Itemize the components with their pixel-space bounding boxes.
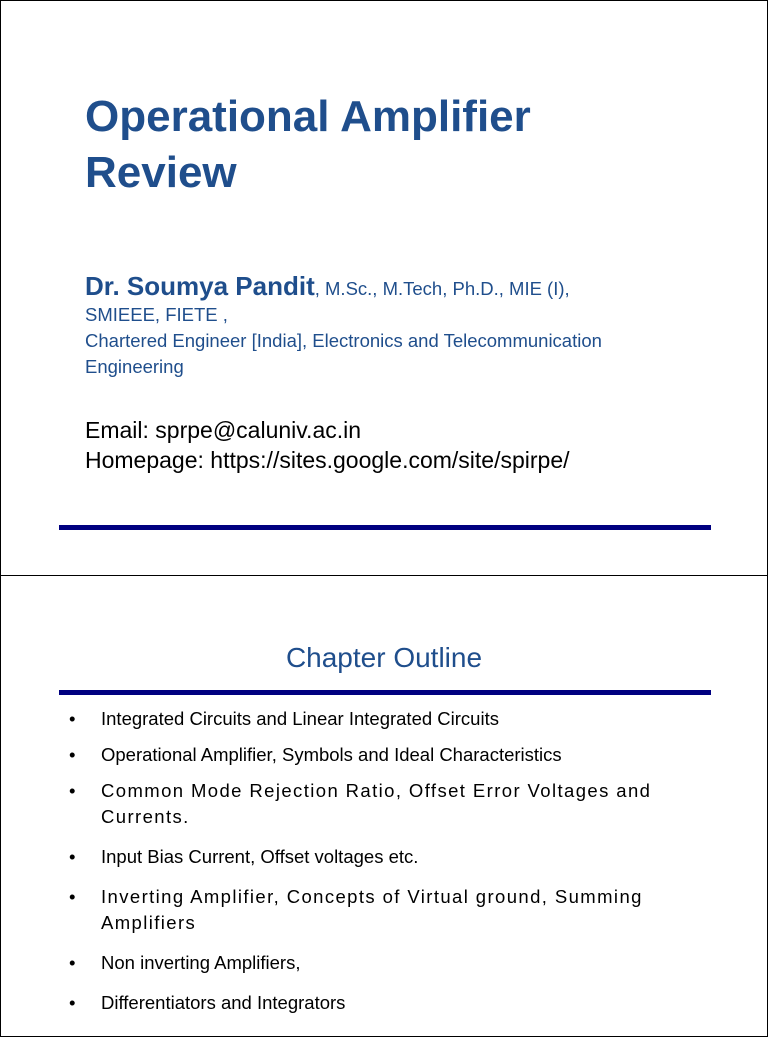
author-credentials-2: SMIEEE, FIETE , [85,304,228,325]
list-item [69,990,709,1016]
list-item [69,706,709,732]
list-item [69,778,709,830]
outline-title: Chapter Outline [285,642,483,673]
list-item-text: Non inverting Amplifiers, [101,952,301,973]
author-block [85,273,725,380]
list-item-text: Input Bias Current, Offset voltages etc. [101,846,419,867]
title-divider [59,525,711,530]
email-text: Email: sprpe@caluniv.ac.in [85,417,362,443]
bullet-icon: • [69,744,76,765]
list-item-text: Inverting Amplifier, Concepts of Virtual ground, Summing Amplifiers [101,886,643,933]
list-item-text: Differentiators and Integrators [101,992,346,1013]
bullet-icon: • [69,886,77,907]
bullet-icon: • [69,780,77,801]
title-line-1: Operational Amplifier [85,92,531,141]
list-item-text: Common Mode Rejection Ratio, Offset Error Voltages and Currents. [101,780,652,827]
contact-block [85,415,745,475]
bullet-icon: • [69,708,76,729]
bullet-icon: • [69,992,76,1013]
outline-slide [0,575,768,1037]
presentation-title [85,89,725,201]
author-name: Dr. Soumya Pandit [85,271,315,301]
list-item-text: Integrated Circuits and Linear Integrated Circuits [101,708,499,729]
author-credentials-1: , M.Sc., M.Tech, Ph.D., MIE (I), [314,278,570,299]
author-affiliation-2: Engineering [85,356,184,377]
list-item [69,950,709,976]
title-line-2: Review [85,148,237,197]
homepage-text: Homepage: https://sites.google.com/site/spirpe/ [85,447,570,473]
outline-divider [59,690,711,695]
list-item [69,884,709,936]
list-item-text: Operational Amplifier, Symbols and Ideal Characteristics [101,744,562,765]
outline-list [69,706,709,1026]
list-item [69,742,709,768]
list-item [69,844,709,870]
bullet-icon: • [69,846,76,867]
bullet-icon: • [69,952,76,973]
author-line-1 [85,273,725,302]
author-affiliation-1: Chartered Engineer [India], Electronics and Telecommunication [85,330,602,351]
